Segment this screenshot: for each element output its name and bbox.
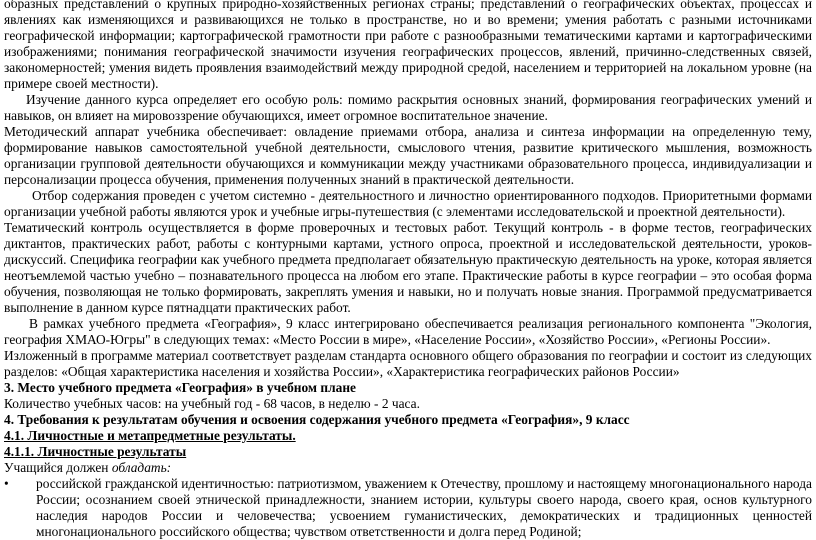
list-item-text: российской гражданской идентичностью: патриотизмом, уважением к Отечеству, прошлому и настоящему многонационального народа России; осознанием своей этнической принадлежности, знанием истории, культуры своего народа, своего края, основ культурного наследия народов России и человечества; усвоением гуманистических, демократических и традиционных ценностей многонационального российского общества; чувством ответственности и долга перед Родиной; [36,476,812,539]
must-have-emphasis: обладать: [111,460,172,475]
paragraph-2: Изучение данного курса определяет его особую роль: помимо раскрытия основных знаний, формирования географических умений и навыков, он влияет на мировоззрение обучающихся, имеет огромное воспитательное значение. [4,92,812,123]
paragraph-4: Отбор содержания проведен с учетом системно - деятельностного и личностно ориентированного подходов. Приоритетными формами организации учебной работы являются урок и учебные игры-путешествия (с элементами исследовательской и проектной деятельности). [4,188,812,219]
must-have-lead: Учащийся должен [4,460,112,475]
paragraph-7: Изложенный в программе материал соответствует разделам стандарта основного общего образования по географии и состоит из следующих разделов: «Общая характеристика населения и хозяйства России», «Характеристика географических районов России» [4,348,812,379]
paragraph-3: Методический аппарат учебника обеспечивает: овладение приемами отбора, анализа и синтеза информации на определенную тему, формирование навыков самостоятельной учебной деятельности, смыслового чтения, развитие критического мышления, возможность организации групповой деятельности обучающихся и коммуникации между участниками образовательного процесса, индивидуализации и персонализации процесса обучения, применения полученных знаний в практической деятельности. [4,124,812,187]
paragraph-1: образных представлений о крупных природно-хозяйственных регионах страны; представлений о географических объектах, процессах и явлениях как изменяющихся и развивающихся не только в пространстве, но и во времени; умения работать с разными источниками географической информации; картографической грамотности при работе с разнообразными тематическими картами и картографическими изображениями; понимания географической значимости изучения географических процессов, явлений, причинно-следственных связей, закономерностей; умения видеть проявления взаимодействий между природной средой, населением и территорией на локальном уровне (на примере своей местности). [4,0,812,91]
paragraph-6: В рамках учебного предмета «География», 9 класс интегрировано обеспечивается реализация регионального компонента "Экология, география ХМАО-Югры" в следующих темах: «Место России в мире», «Население России», «Хозяйство России», «Регионы России». [4,316,812,347]
bullet-icon: • [4,476,9,491]
section-heading-3: 3. Место учебного предмета «География» в учебном плане [4,380,356,395]
subsection-heading-4-1: 4.1. Личностные и метапредметные результаты. [4,428,296,443]
paragraph-5: Тематический контроль осуществляется в форме проверочных и тестовых работ. Текущий контроль - в форме тестов, географических диктантов, практических работ, работы с контурными картами, устного опроса, проектной и исследовательской деятельности, уроков-дискуссий. Специфика географии как учебного предмета предполагает обязательную практическую деятельность на уроке, которая является неотъемлемой частью учебно – познавательного процесса на любом его этапе. Практические работы в курсе географии – это особая форма обучения, позволяющая не только формировать, закреплять умения и навыки, но и получать новые знания. Программой предусматривается выполнение в данном курсе пятнадцати практических работ. [4,220,812,315]
paragraph-must-have [4,460,812,476]
section-heading-4: 4. Требования к результатам обучения и освоения содержания учебного предмета «География», 9 класс [4,412,630,427]
subsection-heading-4-1-1: 4.1.1. Личностные результаты [4,444,187,459]
list-item [4,476,812,540]
paragraph-hours: Количество учебных часов: на учебный год - 68 часов, в неделю - 2 часа. [4,396,420,411]
